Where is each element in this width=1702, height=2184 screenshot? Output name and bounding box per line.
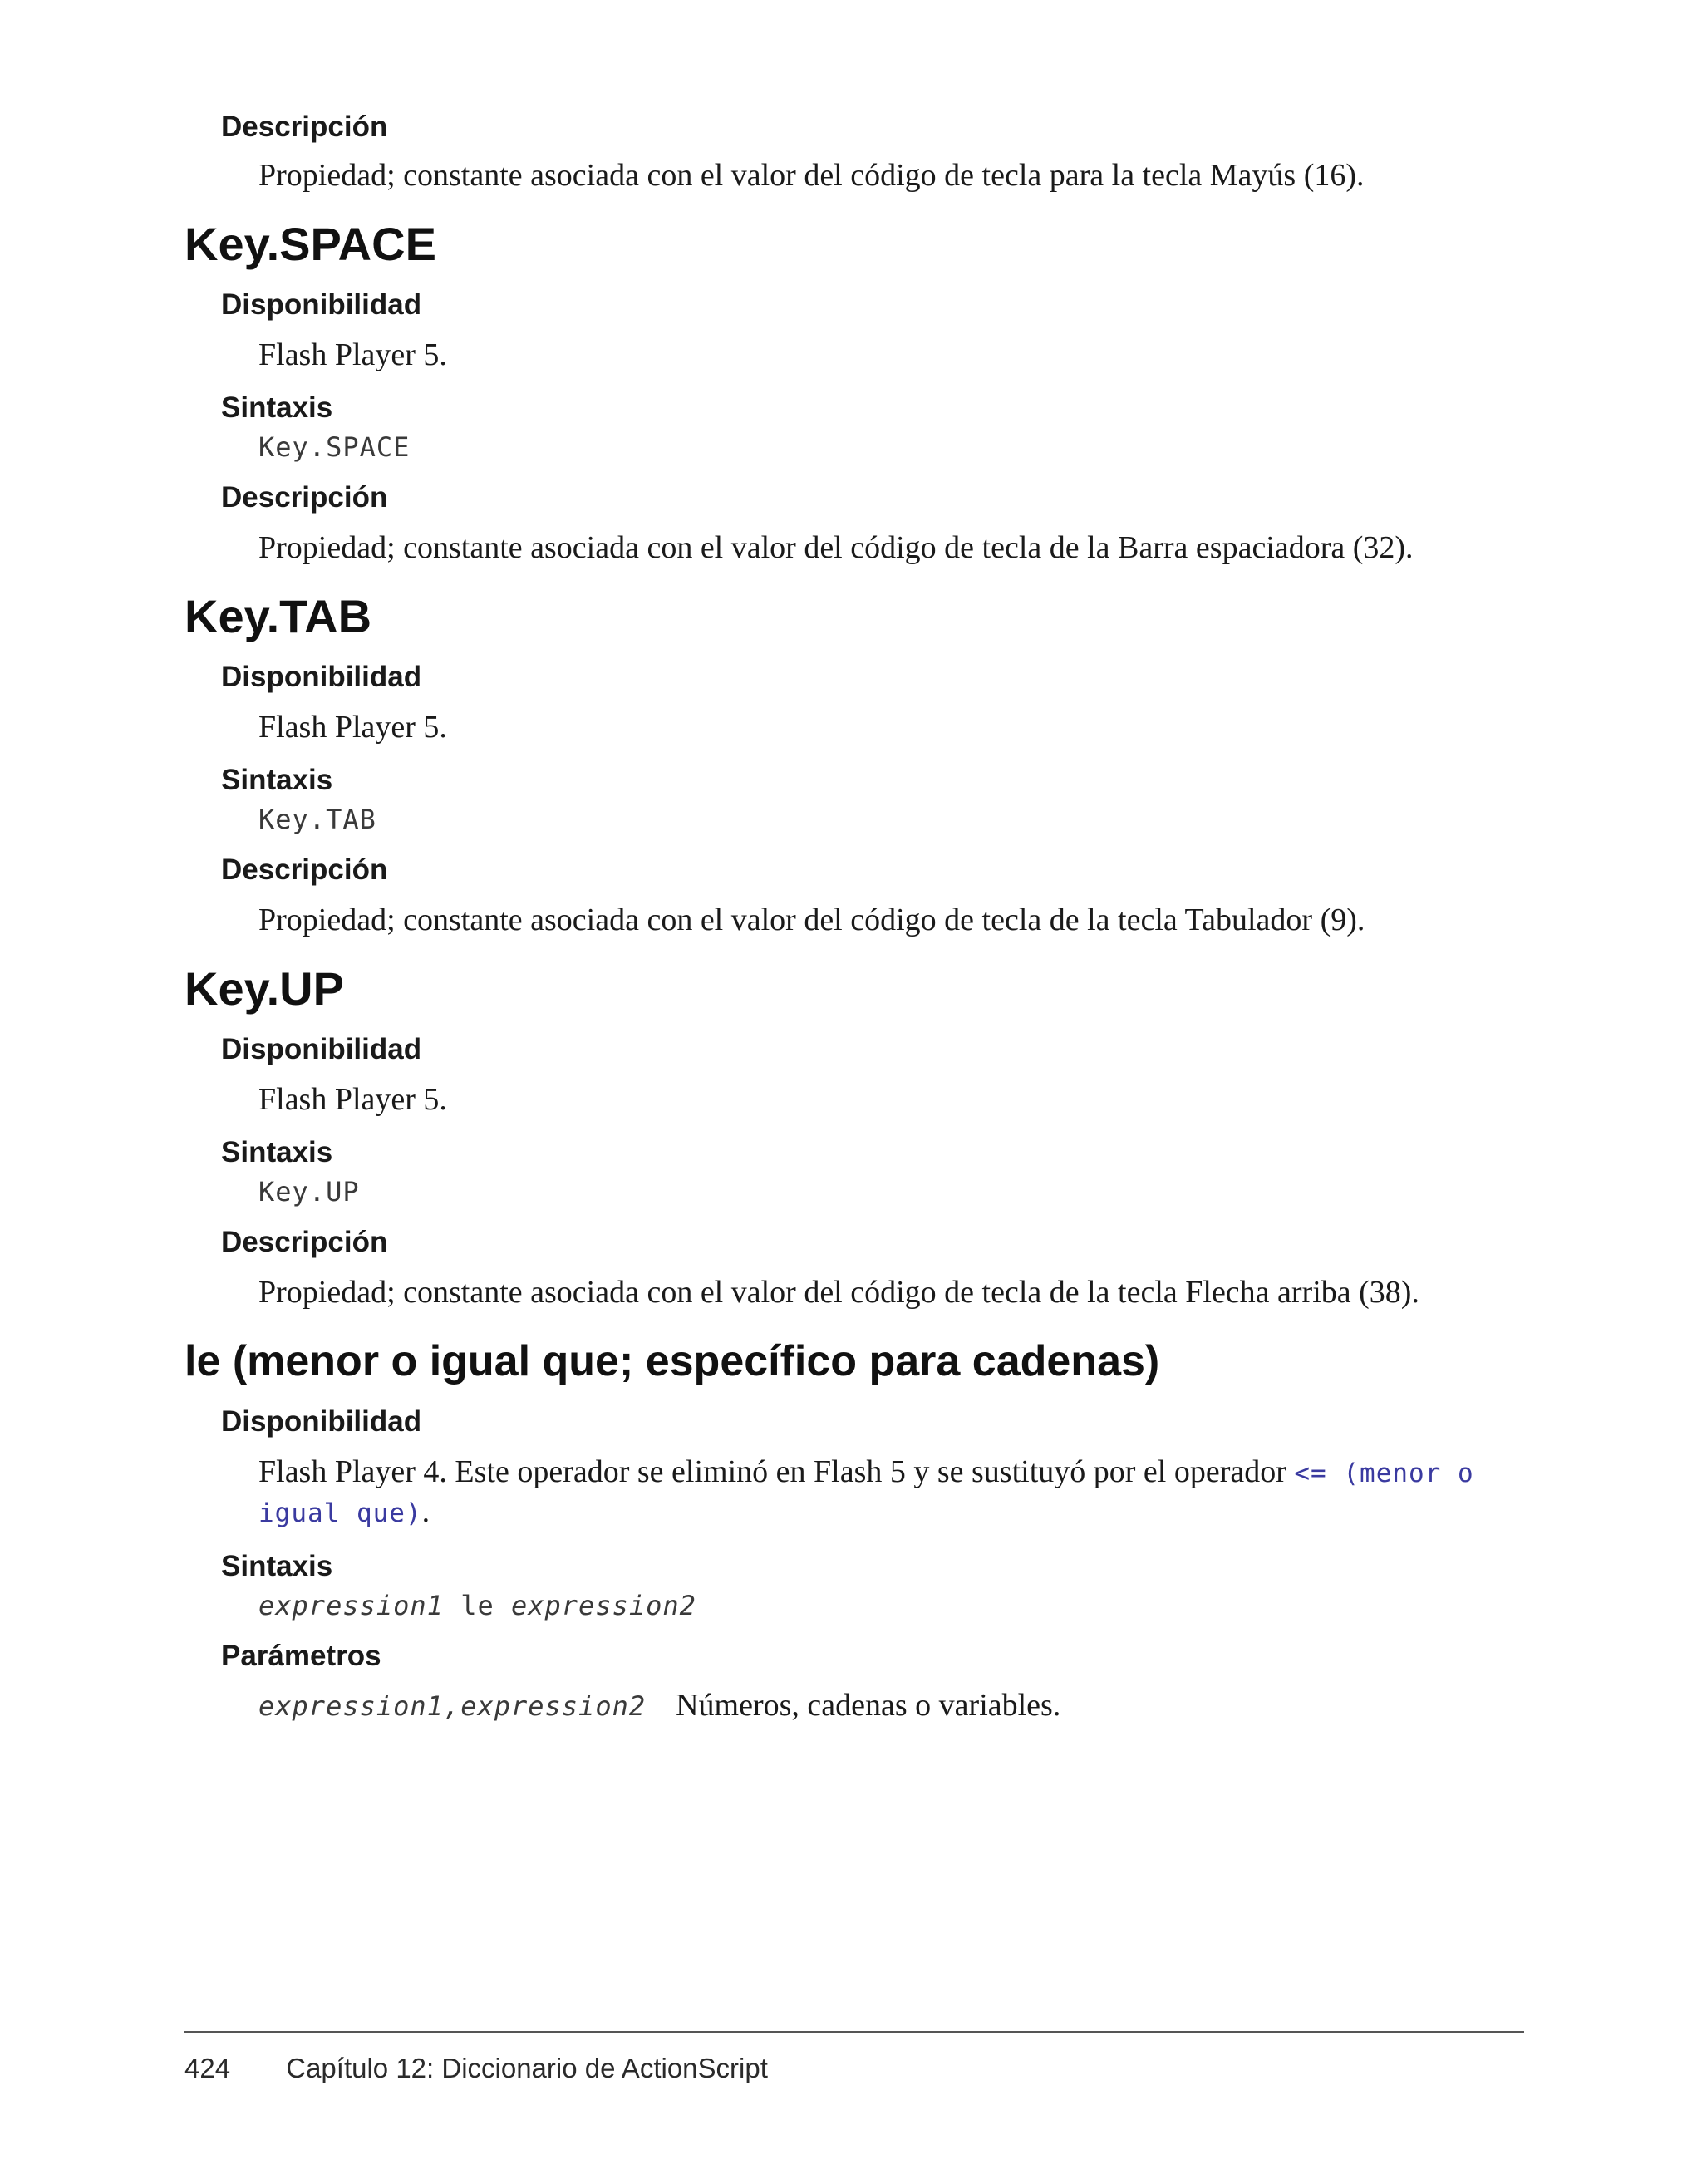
parameter-description: Números, cadenas o variables. (676, 1688, 1061, 1723)
description-label: Descripción (221, 481, 388, 514)
description-text: Propiedad; constante asociada con el valor del código de tecla de la Barra espaciadora (32). (258, 530, 1414, 565)
syntax-code: Key.UP (258, 1176, 360, 1208)
description-text: Propiedad; constante asociada con el valor del código de tecla de la tecla Tabulador (9). (258, 903, 1365, 937)
availability-label: Disponibilidad (221, 661, 422, 693)
page-number: 424 (184, 2053, 231, 2083)
syntax-expression2: expression2 (510, 1590, 696, 1621)
syntax-label: Sintaxis (221, 764, 333, 796)
syntax-expression1: expression1 (258, 1590, 444, 1621)
syntax-code: Key.SPACE (258, 431, 411, 463)
availability-label: Disponibilidad (221, 1033, 422, 1065)
syntax-code: Key.TAB (258, 804, 376, 835)
availability-label: Disponibilidad (221, 288, 422, 321)
syntax-label: Sintaxis (221, 391, 333, 424)
entry-title-le: le (menor o igual que; específico para cadenas) (184, 1337, 1160, 1385)
footer-divider (184, 2031, 1524, 2033)
availability-text: Flash Player 5. (258, 1082, 447, 1117)
availability-text: Flash Player 5. (258, 337, 447, 372)
syntax-label: Sintaxis (221, 1136, 333, 1168)
entry-title-key-up: Key.UP (184, 962, 344, 1015)
availability-text-lead: Flash Player 4. Este operador se eliminó en Flash 5 y se sustituyó por el operador (258, 1454, 1295, 1489)
operator-link-line2: igual que) (258, 1498, 422, 1528)
document-page (184, 110, 1524, 1724)
syntax-code (258, 1589, 1524, 1622)
parameters-label: Parámetros (221, 1640, 381, 1672)
syntax-operator: le (443, 1590, 511, 1621)
description-label: Descripción (221, 111, 388, 143)
entry-title-key-space: Key.SPACE (184, 218, 436, 270)
chapter-title: Capítulo 12: Diccionario de ActionScript (286, 2053, 768, 2083)
syntax-label: Sintaxis (221, 1550, 333, 1582)
operator-link-line1: <= (menor o (1294, 1458, 1474, 1488)
availability-label: Disponibilidad (221, 1405, 422, 1438)
description-label: Descripción (221, 853, 388, 886)
parameter-row (258, 1687, 1524, 1724)
availability-text: Flash Player 5. (258, 710, 447, 745)
page-footer (184, 2053, 768, 2084)
parameter-name: expression1,expression2 (258, 1690, 647, 1722)
availability-text-end: . (421, 1494, 430, 1529)
description-label: Descripción (221, 1226, 388, 1258)
entry-title-key-tab: Key.TAB (184, 590, 372, 642)
description-text: Propiedad; constante asociada con el valor del código de tecla para la tecla Mayús (16). (258, 158, 1365, 193)
availability-text (258, 1453, 1524, 1532)
description-text: Propiedad; constante asociada con el valor del código de tecla de la tecla Flecha arriba (38). (258, 1275, 1419, 1310)
